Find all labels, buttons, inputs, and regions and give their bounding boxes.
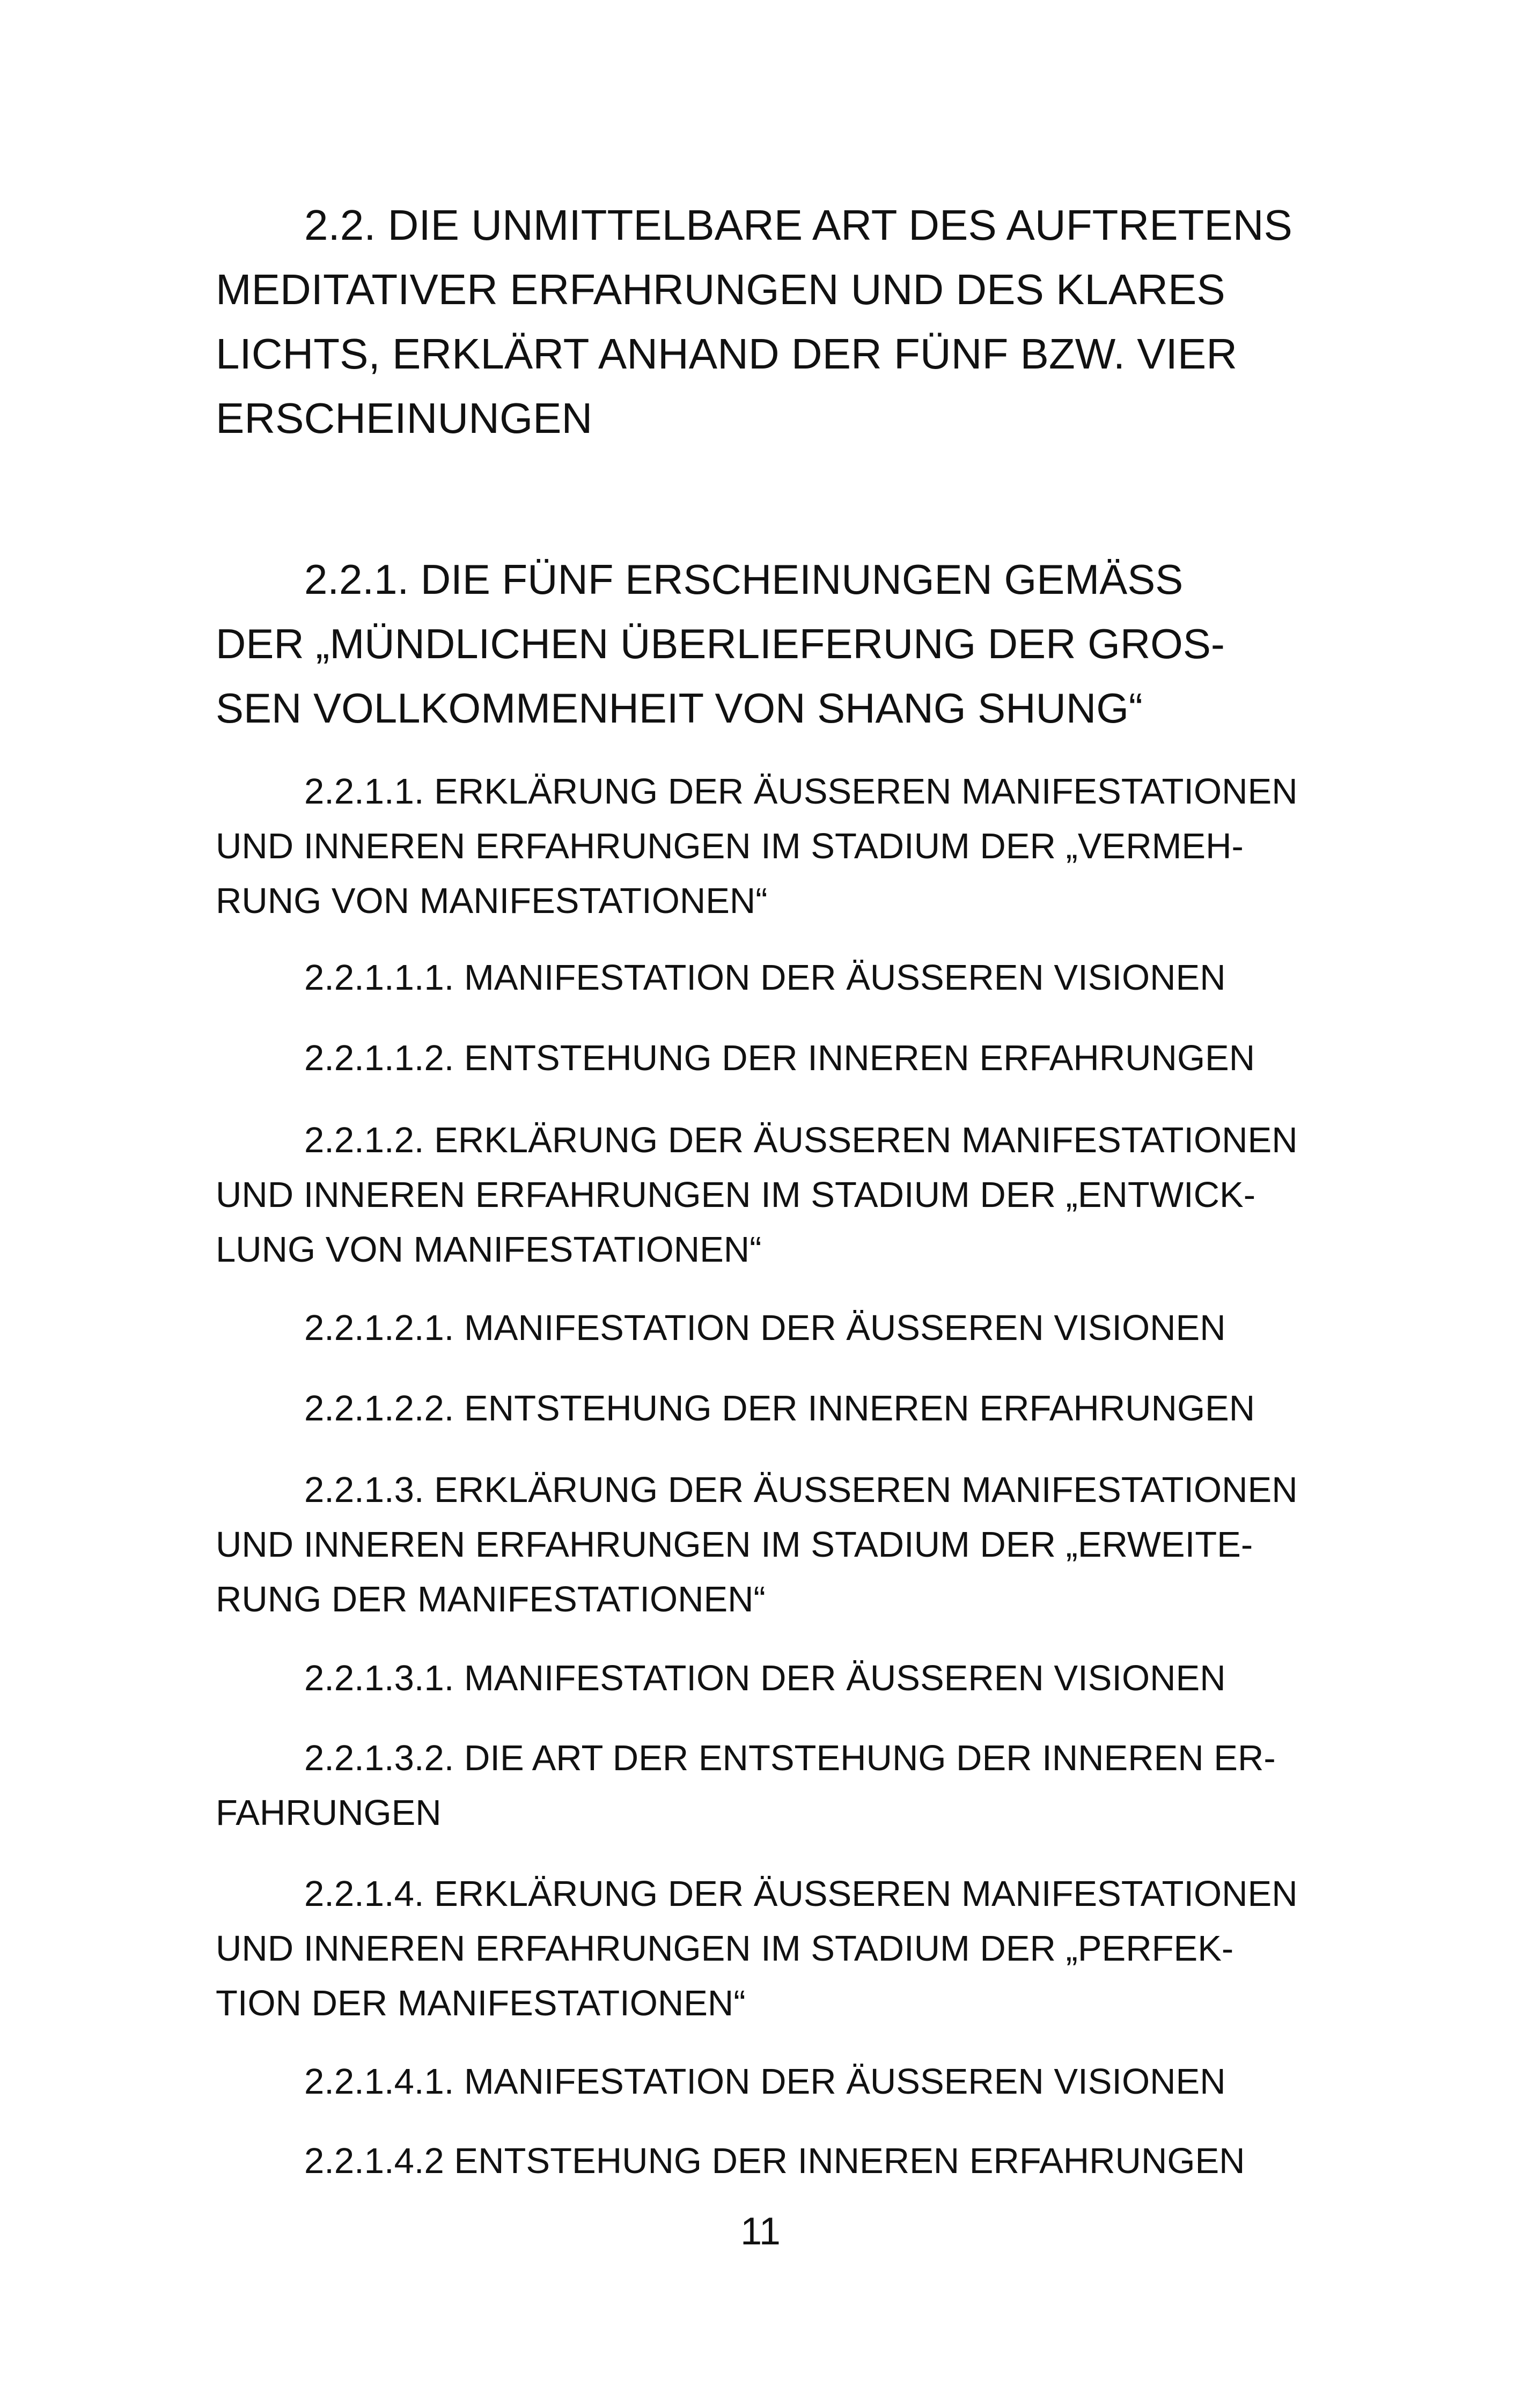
section-heading-2-2-1: 2.2.1. DIE FÜNF ERSCHEINUNGEN GEMÄSS DER „MÜNDLICHEN ÜBERLIEFERUNG DER GROS- SEN VOLLKOMMENHEIT VON SHANG SHUNG“ [216, 556, 1225, 732]
section-heading-2-2-1-4-2: 2.2.1.4.2 ENTSTEHUNG DER INNEREN ERFAHRUNGEN [304, 2141, 1245, 2181]
section-heading-2-2: 2.2. DIE UNMITTELBARE ART DES AUFTRETENS MEDITATIVER ERFAHRUNGEN UND DES KLARES LICHTS, ERKLÄRT ANHAND DER FÜNF BZW. VIER ERSCHEINUNGEN [216, 201, 1292, 442]
section-heading-2-2-1-3: 2.2.1.3. ERKLÄRUNG DER ÄUSSEREN MANIFESTATIONEN UND INNEREN ERFAHRUNGEN IM STADIUM DER „ERWEITE- RUNG DER MANIFESTATIONEN“ [216, 1470, 1298, 1619]
section-heading-2-2-1-4: 2.2.1.4. ERKLÄRUNG DER ÄUSSEREN MANIFESTATIONEN UND INNEREN ERFAHRUNGEN IM STADIUM DER „PERFEK- TION DER MANIFESTATIONEN“ [216, 1874, 1298, 2023]
section-heading-2-2-1-2-1: 2.2.1.2.1. MANIFESTATION DER ÄUSSEREN VISIONEN [304, 1308, 1226, 1348]
section-heading-2-2-1-4-1: 2.2.1.4.1. MANIFESTATION DER ÄUSSEREN VISIONEN [304, 2061, 1226, 2102]
section-heading-2-2-1-3-1: 2.2.1.3.1. MANIFESTATION DER ÄUSSEREN VISIONEN [304, 1658, 1226, 1698]
section-heading-2-2-1-2-2: 2.2.1.2.2. ENTSTEHUNG DER INNEREN ERFAHRUNGEN [304, 1388, 1255, 1428]
section-heading-2-2-1-2: 2.2.1.2. ERKLÄRUNG DER ÄUSSEREN MANIFESTATIONEN UND INNEREN ERFAHRUNGEN IM STADIUM DER „ENTWICK- LUNG VON MANIFESTATIONEN“ [216, 1120, 1298, 1270]
section-heading-2-2-1-1: 2.2.1.1. ERKLÄRUNG DER ÄUSSEREN MANIFESTATIONEN UND INNEREN ERFAHRUNGEN IM STADIUM DER „VERMEH- RUNG VON MANIFESTATIONEN“ [216, 771, 1298, 921]
page-number: 11 [740, 2210, 781, 2253]
section-heading-2-2-1-3-2: 2.2.1.3.2. DIE ART DER ENTSTEHUNG DER INNEREN ER- FAHRUNGEN [216, 1738, 1276, 1833]
section-heading-2-2-1-1-1: 2.2.1.1.1. MANIFESTATION DER ÄUSSEREN VISIONEN [304, 958, 1226, 998]
section-heading-2-2-1-1-2: 2.2.1.1.2. ENTSTEHUNG DER INNEREN ERFAHRUNGEN [304, 1038, 1255, 1078]
